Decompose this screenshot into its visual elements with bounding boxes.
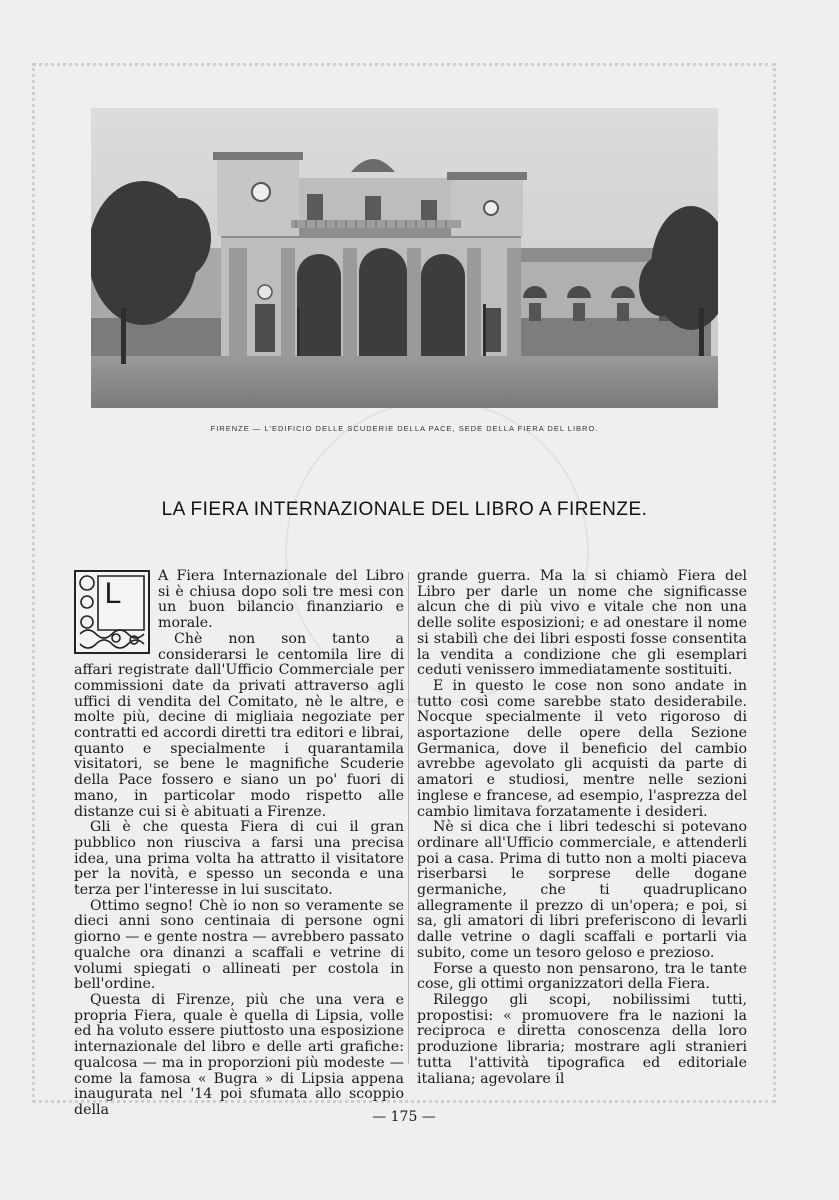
- paragraph: Gli è che questa Fiera di cui il gran pubblico non riusciva a farsi una precisa idea, una prima volta ha attratto il visitatore per la novità, e spesso un seconda e una terza per l'interesse in lui suscitato.: [74, 819, 404, 899]
- paragraph: Rileggo gli scopi, nobilissimi tutti, propostisi: « promuovere fra le nazioni la reciproca e diretta conoscenza della loro produzione libraria; mostrare agli stranieri tutta l'attività tipografica ed editoriale italiana; agevolare il: [417, 991, 747, 1087]
- drop-cap-initial: [74, 570, 150, 654]
- drop-cap-letter: L: [104, 577, 122, 610]
- page-number: — 175 —: [372, 1109, 436, 1125]
- paragraph: Nè si dica che i libri tedeschi si potevano ordinare all'Ufficio commerciale, e attenderli poi a casa. Prima di tutto non a molti piaceva riserbarsi le sorprese delle dogane germaniche, che ti quadruplicano allegramente il prezzo di un'opera; e poi, si sa, gli amatori di libri preferiscono di levarli dalle vetrine o dagli scaffali e portarli via subito, come un tesoro geloso e prezioso.: [417, 819, 747, 961]
- paragraph: E in questo le cose non sono andate in tutto così come sarebbe stato desiderabile. Nocque specialmente il veto rigoroso di asportazione delle opere della Sezione Germanica, dove il beneficio del cambio avrebbe agevolato gli acquisti da parte di amatori e studiosi, mentre nelle sezioni inglese e francese, ad esempio, l'asprezza del cambio limitava forzatamente i desideri.: [417, 677, 747, 820]
- paragraph: grande guerra. Ma la si chiamò Fiera del Libro per darle un nome che significasse alcun che di più vivo e vitale che non una delle solite esposizioni; e ad onestare il nome si stabilì che dei libri esposti fosse consentita la vendita a condizione che gli esemplari ceduti venissero immediatamente sostituiti.: [417, 568, 747, 679]
- left-column: [74, 569, 404, 1119]
- building-photo: [91, 108, 718, 408]
- article-title: LA FIERA INTERNAZIONALE DEL LIBRO A FIRENZE.: [161, 499, 648, 520]
- paragraph: Ottimo segno! Chè io non so veramente se dieci anni sono centinaia di persone ogni giorno — e gente nostra — avrebbero passato qualche ora dinanzi a scaffali e vetrine di volumi spiegati o allineati per costola in bell'ordine.: [74, 897, 404, 993]
- paragraph: A Fiera Internazionale del Libro si è chiusa dopo soli tre mesi con un buon bilancio finanziario e morale.: [158, 568, 404, 632]
- right-column: [417, 569, 747, 1087]
- column-divider: [408, 572, 409, 1064]
- paragraph: Questa di Firenze, più che una vera e propria Fiera, quale è quella di Lipsia, volle ed ha voluto essere piuttosto una esposizione internazionale del libro e delle arti grafiche: qualcosa — ma in proporzioni più modeste — come la famosa « Bugra » di Lipsia appena inaugurata nel '14 poi sfumata allo scoppio della: [74, 991, 404, 1118]
- paragraph: Forse a questo non pensarono, tra le tante cose, gli ottimi organizzatori della Fiera.: [417, 960, 747, 993]
- photo-caption: FIRENZE — L'EDIFICIO DELLE SCUDERIE DELLA PACE, SEDE DELLA FIERA DEL LIBRO.: [210, 424, 599, 433]
- paragraph: Chè non son tanto a considerarsi le centomila lire di affari registrate dall'Ufficio Commerciale per commissioni date da privati attraverso agli uffici di vendita del Comitato, nè le altre, e molte più, decine di migliaia negoziate per contratti ed accordi diretti tra editori e librai, quanto e specialmente i quarantamila visitatori, se bene le magnifiche Scuderie della Pace fossero e siano un po' fuori di mano, in particolar modo rispetto alle distanze cui si è abituati a Firenze.: [74, 630, 404, 820]
